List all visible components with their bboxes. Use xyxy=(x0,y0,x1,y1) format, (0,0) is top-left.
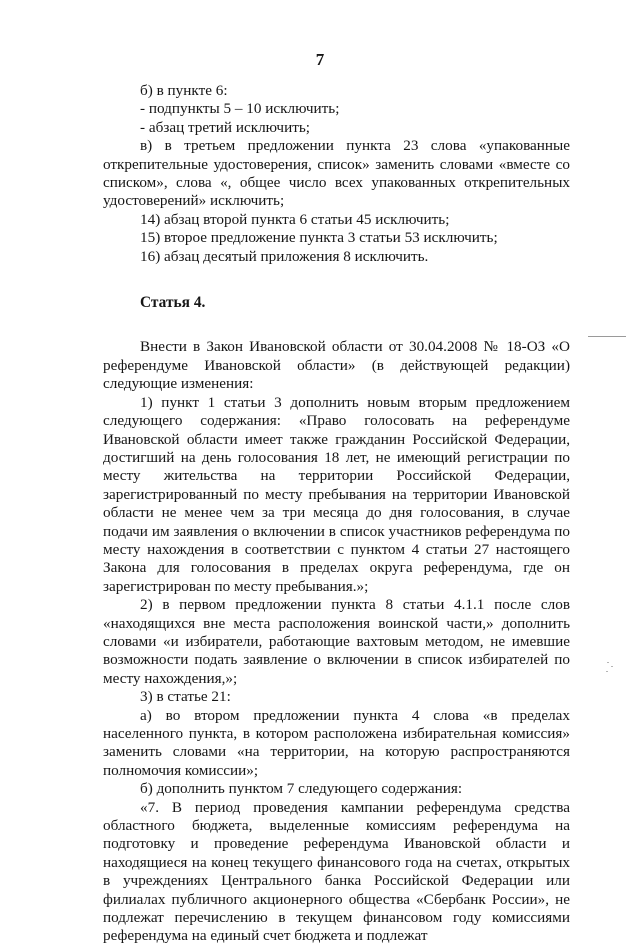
paragraph: «7. В период проведения кампании референдума средства областного бюджета, выделенные комиссиям референдума на подготовку и проведение референдума Ивановской области и находящиеся на конец текущего финансового года на счетах, открытых в учреждениях Центрального банка Российской Федерации или филиалах публичного акционерного общества «Сбербанк России», не подлежат перечислению в текущем финансовом году комиссиями референдума на единый счет бюджета и подлежат xyxy=(103,798,570,945)
paragraph: 2) в первом предложении пункта 8 статьи 4.1.1 после слов «находящихся вне места расположения воинской части,» дополнить словами «и избиратели, работающие вахтовым методом, не имевшие возможности подать заявление о включении в список избирателей по месту нахождения,»; xyxy=(103,596,570,687)
text-line: 16) абзац десятый приложения 8 исключить. xyxy=(140,247,429,265)
text-line: б) в пункте 6: xyxy=(140,82,228,99)
text-line: 3) в статье 21: xyxy=(140,688,231,706)
paragraph: в) в третьем предложении пункта 23 слова «упакованные открепительные удостоверения, список» заменить словами «вместе со списком», слова «, общее число всех упакованных открепительных удостоверений» исключить; xyxy=(103,137,570,210)
text-line: - абзац третий исключить; xyxy=(140,118,310,136)
intro-paragraph: Внести в Закон Ивановской области от 30.04.2008 № 18-ОЗ «О референдуме Ивановской области» (в действующей редакции) следующие изменения: xyxy=(103,338,570,393)
text-line: - подпункты 5 – 10 исключить; xyxy=(140,100,340,118)
document-body xyxy=(103,82,570,946)
scan-mark xyxy=(588,336,626,337)
text-line: б) дополнить пунктом 7 следующего содержания: xyxy=(140,780,463,798)
article-heading: Статья 4. xyxy=(140,294,206,312)
text-line: 15) второе предложение пункта 3 статьи 53 исключить; xyxy=(140,229,498,247)
text-line: 14) абзац второй пункта 6 статьи 45 исключить; xyxy=(140,210,450,228)
paragraph: 1) пункт 1 статьи 3 дополнить новым вторым предложением следующего содержания: «Право голосовать на референдуме Ивановской области имеет также гражданин Российской Федерации, достигший на день голосования 18 лет, не имеющий регистрации по месту жительства на территории Российской Федерации, зарегистрированный по месту пребывания на территории Ивановской области не менее чем за три месяца до дня голосования, в случае подачи им заявления о включении в список участников референдума по месту нахождения в соответствии с пунктом 4 статьи 27 настоящего Закона для голосования в пределах округа референдума, где он зарегистрирован по месту пребывания.»; xyxy=(103,393,570,595)
paragraph: а) во втором предложении пункта 4 слова «в пределах населенного пункта, в котором расположена избирательная комиссия» заменить словами «на территории, на которую распространяются полномочия комиссии»; xyxy=(103,706,570,779)
scan-mark xyxy=(606,671,608,672)
scan-mark xyxy=(607,662,609,663)
scan-mark xyxy=(611,666,613,667)
page-number: 7 xyxy=(315,50,325,69)
